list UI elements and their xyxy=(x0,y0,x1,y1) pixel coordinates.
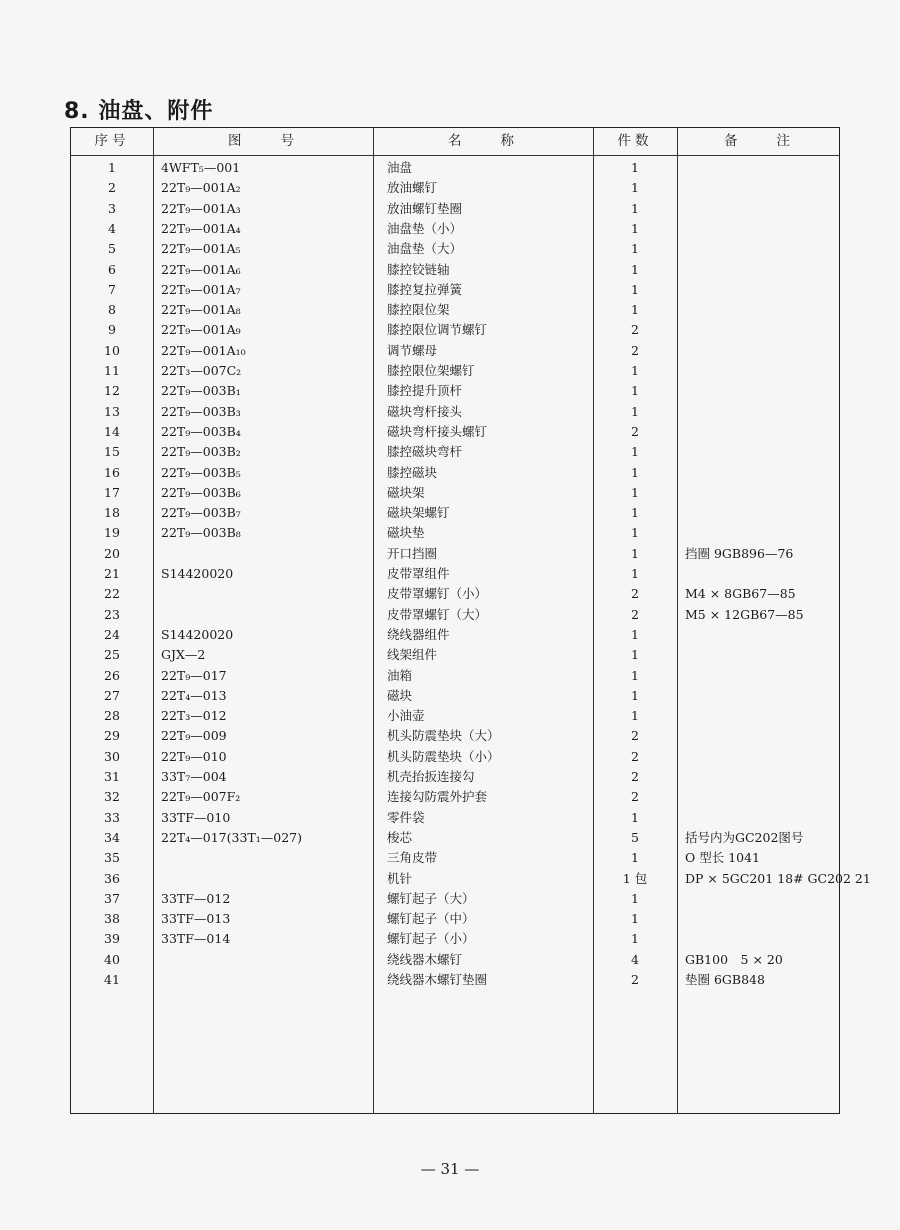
cell-quantity: 2 xyxy=(631,748,639,764)
cell-part-name: 线架组件 xyxy=(387,647,438,663)
cell-drawing-no: 22T₃—007C₂ xyxy=(161,363,242,378)
cell-quantity: 1 xyxy=(631,302,639,318)
page-title: 8. 油盘、附件 xyxy=(64,99,214,124)
cell-quantity: 1 xyxy=(631,281,639,297)
cell-part-name: 膝控限位架螺钉 xyxy=(387,363,475,378)
cell-drawing-no: 22T₉—001A₃ xyxy=(161,200,241,216)
cell-quantity: 1 xyxy=(631,220,639,236)
cell-seq: 24 xyxy=(104,626,120,642)
cell-seq: 17 xyxy=(104,484,120,500)
cell-seq: 35 xyxy=(104,850,120,866)
cell-quantity: 1 xyxy=(631,160,639,175)
cell-seq: 18 xyxy=(104,505,120,521)
cell-seq: 21 xyxy=(104,566,120,581)
cell-quantity: 2 xyxy=(631,769,639,784)
cell-seq: 33 xyxy=(104,809,120,825)
cell-drawing-no: 33TF—010 xyxy=(161,809,231,825)
header-quantity: 件数 xyxy=(617,133,653,149)
cell-part-name: 膝控限位架 xyxy=(387,302,450,318)
cell-quantity: 2 xyxy=(631,423,639,439)
cell-part-name: 膝控铰链轴 xyxy=(387,261,450,277)
header-remark: 备 注 xyxy=(724,133,794,149)
cell-part-name: 膝控复拉弹簧 xyxy=(387,281,463,297)
cell-part-name: 磁块垫 xyxy=(387,525,425,541)
cell-quantity: 4 xyxy=(631,951,639,967)
cell-seq: 36 xyxy=(104,870,120,886)
header-drawing-no: 图 号 xyxy=(228,133,298,149)
cell-quantity: 1 xyxy=(631,363,639,378)
cell-quantity: 2 xyxy=(631,972,639,987)
cell-drawing-no: 33T₇—004 xyxy=(161,769,227,784)
cell-seq: 22 xyxy=(104,586,120,602)
cell-part-name: 膝控提升顶杆 xyxy=(387,383,463,399)
cell-seq: 40 xyxy=(104,951,120,967)
cell-quantity: 1 xyxy=(631,545,639,561)
header-divider xyxy=(71,155,839,156)
cell-remark: DP × 5GC201 18# GC202 21 xyxy=(685,870,871,886)
cell-remark: 括号内为GC202图号 xyxy=(685,829,804,845)
cell-drawing-no: 22T₉—001A₂ xyxy=(161,180,241,196)
cell-quantity: 1 xyxy=(631,383,639,399)
cell-drawing-no: 22T₉—003B₄ xyxy=(161,423,241,439)
cell-quantity: 2 xyxy=(631,728,639,744)
cell-seq: 1 xyxy=(108,160,116,175)
cell-drawing-no: 22T₉—001A₄ xyxy=(161,220,241,236)
cell-quantity: 1 xyxy=(631,261,639,277)
cell-quantity: 1 xyxy=(631,809,639,825)
cell-seq: 9 xyxy=(108,322,116,338)
cell-part-name: 磁块弯杆接头螺钉 xyxy=(387,423,488,439)
cell-seq: 34 xyxy=(104,829,120,845)
cell-drawing-no: 22T₉—001A₁₀ xyxy=(161,342,246,358)
cell-seq: 25 xyxy=(104,647,120,663)
cell-part-name: 螺钉起子（中） xyxy=(387,911,475,927)
cell-part-name: 膝控磁块弯杆 xyxy=(387,444,463,460)
cell-part-name: 磁块弯杆接头 xyxy=(387,403,463,419)
cell-part-name: 螺钉起子（小） xyxy=(387,931,475,947)
cell-drawing-no: 33TF—013 xyxy=(161,911,231,927)
cell-quantity: 1 xyxy=(631,911,639,927)
cell-quantity: 2 xyxy=(631,342,639,358)
cell-part-name: 磁块架 xyxy=(387,484,425,500)
cell-quantity: 1 xyxy=(631,890,639,906)
cell-drawing-no: 22T₉—003B₈ xyxy=(161,525,241,541)
cell-quantity: 2 xyxy=(631,586,639,602)
cell-remark: 挡圈 9GB896—76 xyxy=(685,545,794,561)
cell-seq: 19 xyxy=(104,525,120,541)
cell-drawing-no: 22T₉—010 xyxy=(161,748,227,764)
cell-seq: 31 xyxy=(104,769,120,784)
cell-drawing-no: 4WFT₅—001 xyxy=(161,160,241,175)
cell-part-name: 机壳抬扳连接勾 xyxy=(387,769,475,784)
cell-drawing-no: 22T₉—003B₇ xyxy=(161,505,241,521)
cell-drawing-no: 22T₉—003B₅ xyxy=(161,464,241,480)
cell-seq: 29 xyxy=(104,728,120,744)
cell-part-name: 螺钉起子（大） xyxy=(387,890,475,906)
cell-part-name: 调节螺母 xyxy=(387,342,438,358)
cell-part-name: 油盘垫（小） xyxy=(387,220,463,236)
cell-remark: M4 × 8GB67—85 xyxy=(685,586,796,602)
cell-seq: 14 xyxy=(104,423,120,439)
cell-drawing-no: S14420020 xyxy=(161,626,234,642)
cell-quantity: 1 xyxy=(631,241,639,257)
cell-quantity: 1 xyxy=(631,200,639,216)
column-divider xyxy=(153,128,154,1113)
cell-part-name: 皮带罩螺钉（小） xyxy=(387,586,488,602)
cell-drawing-no: 33TF—014 xyxy=(161,931,231,947)
cell-quantity: 1 xyxy=(631,403,639,419)
cell-quantity: 1 xyxy=(631,626,639,642)
cell-quantity: 1 xyxy=(631,667,639,683)
cell-seq: 16 xyxy=(104,464,120,480)
cell-seq: 10 xyxy=(104,342,120,358)
cell-drawing-no: 22T₉—003B₆ xyxy=(161,484,241,500)
cell-drawing-no: 22T₉—003B₃ xyxy=(161,403,241,419)
cell-seq: 15 xyxy=(104,444,120,460)
cell-seq: 11 xyxy=(104,363,120,378)
cell-quantity: 1 xyxy=(631,687,639,703)
cell-part-name: 绕线器木螺钉 xyxy=(387,951,463,967)
cell-seq: 7 xyxy=(108,281,116,297)
cell-drawing-no: 22T₉—003B₁ xyxy=(161,383,241,399)
cell-seq: 4 xyxy=(108,220,116,236)
cell-part-name: 磁块 xyxy=(387,687,413,703)
cell-quantity: 2 xyxy=(631,322,639,338)
cell-seq: 30 xyxy=(104,748,120,764)
cell-seq: 5 xyxy=(108,241,116,257)
cell-drawing-no: 22T₉—007F₂ xyxy=(161,789,241,805)
cell-seq: 39 xyxy=(104,931,120,947)
cell-seq: 38 xyxy=(104,911,120,927)
cell-drawing-no: 22T₃—012 xyxy=(161,708,227,724)
cell-seq: 37 xyxy=(104,890,120,906)
cell-quantity: 1 xyxy=(631,708,639,724)
cell-part-name: 机针 xyxy=(387,870,413,886)
cell-drawing-no: 22T₉—017 xyxy=(161,667,227,683)
cell-part-name: 零件袋 xyxy=(387,809,425,825)
cell-seq: 8 xyxy=(108,302,116,318)
cell-remark: M5 × 12GB67—85 xyxy=(685,606,804,622)
cell-drawing-no: 22T₉—001A₅ xyxy=(161,241,241,257)
cell-remark: GB100 5 × 20 xyxy=(685,951,783,967)
cell-seq: 2 xyxy=(108,180,116,196)
parts-table xyxy=(70,127,871,1114)
cell-part-name: 膝控磁块 xyxy=(387,464,438,480)
cell-quantity: 2 xyxy=(631,789,639,805)
cell-drawing-no: S14420020 xyxy=(161,566,234,581)
cell-part-name: 油盘垫（大） xyxy=(387,241,463,257)
cell-quantity: 2 xyxy=(631,606,639,622)
cell-drawing-no: 33TF—012 xyxy=(161,890,231,906)
cell-part-name: 连接勾防震外护套 xyxy=(387,789,488,805)
cell-drawing-no: 22T₄—017(33T₁—027) xyxy=(161,829,302,845)
cell-part-name: 油盘 xyxy=(387,160,413,175)
cell-part-name: 油箱 xyxy=(387,667,413,683)
cell-seq: 20 xyxy=(104,545,120,561)
cell-quantity: 1 xyxy=(631,566,639,581)
cell-seq: 12 xyxy=(104,383,120,399)
cell-drawing-no: 22T₉—001A₇ xyxy=(161,281,241,297)
cell-seq: 3 xyxy=(108,200,116,216)
cell-seq: 23 xyxy=(104,606,120,622)
cell-quantity: 1 xyxy=(631,647,639,663)
cell-drawing-no: GJX—2 xyxy=(161,647,206,663)
cell-quantity: 1 xyxy=(631,180,639,196)
cell-part-name: 磁块架螺钉 xyxy=(387,505,450,521)
cell-part-name: 开口挡圈 xyxy=(387,545,438,561)
cell-part-name: 皮带罩螺钉（大） xyxy=(387,606,488,622)
cell-seq: 28 xyxy=(104,708,120,724)
cell-quantity: 1 xyxy=(631,525,639,541)
cell-seq: 13 xyxy=(104,403,120,419)
cell-quantity: 1 xyxy=(631,505,639,521)
cell-drawing-no: 22T₄—013 xyxy=(161,687,227,703)
cell-seq: 26 xyxy=(104,667,120,683)
cell-seq: 41 xyxy=(104,972,120,987)
cell-quantity: 1 xyxy=(631,464,639,480)
cell-part-name: 绕线器组件 xyxy=(387,626,450,642)
column-divider xyxy=(677,128,678,1113)
cell-part-name: 放油螺钉 xyxy=(387,180,438,196)
header-part-name: 名 称 xyxy=(448,133,518,149)
cell-drawing-no: 22T₉—009 xyxy=(161,728,227,744)
cell-seq: 32 xyxy=(104,789,120,805)
cell-quantity: 1 包 xyxy=(622,870,648,886)
cell-part-name: 机头防震垫块（大） xyxy=(387,728,500,744)
cell-part-name: 皮带罩组件 xyxy=(387,566,450,581)
cell-drawing-no: 22T₉—003B₂ xyxy=(161,444,241,460)
cell-part-name: 小油壶 xyxy=(387,708,425,724)
cell-part-name: 三角皮带 xyxy=(387,850,438,866)
cell-quantity: 1 xyxy=(631,484,639,500)
cell-part-name: 机头防震垫块（小） xyxy=(387,748,500,764)
cell-seq: 6 xyxy=(108,261,116,277)
header-seq: 序号 xyxy=(94,133,130,149)
cell-drawing-no: 22T₉—001A₉ xyxy=(161,322,241,338)
cell-drawing-no: 22T₉—001A₈ xyxy=(161,302,241,318)
cell-quantity: 1 xyxy=(631,931,639,947)
cell-part-name: 放油螺钉垫圈 xyxy=(387,200,463,216)
cell-part-name: 绕线器木螺钉垫圈 xyxy=(387,972,488,987)
cell-drawing-no: 22T₉—001A₆ xyxy=(161,261,241,277)
column-divider xyxy=(373,128,374,1113)
cell-quantity: 1 xyxy=(631,444,639,460)
cell-quantity: 1 xyxy=(631,850,639,866)
cell-remark: 垫圈 6GB848 xyxy=(685,972,765,987)
cell-part-name: 梭芯 xyxy=(387,829,413,845)
cell-quantity: 5 xyxy=(631,829,639,845)
cell-remark: O 型长 1041 xyxy=(685,850,761,866)
cell-seq: 27 xyxy=(104,687,120,703)
page-number: — 31 — xyxy=(420,1160,480,1178)
cell-part-name: 膝控限位调节螺钉 xyxy=(387,322,488,338)
